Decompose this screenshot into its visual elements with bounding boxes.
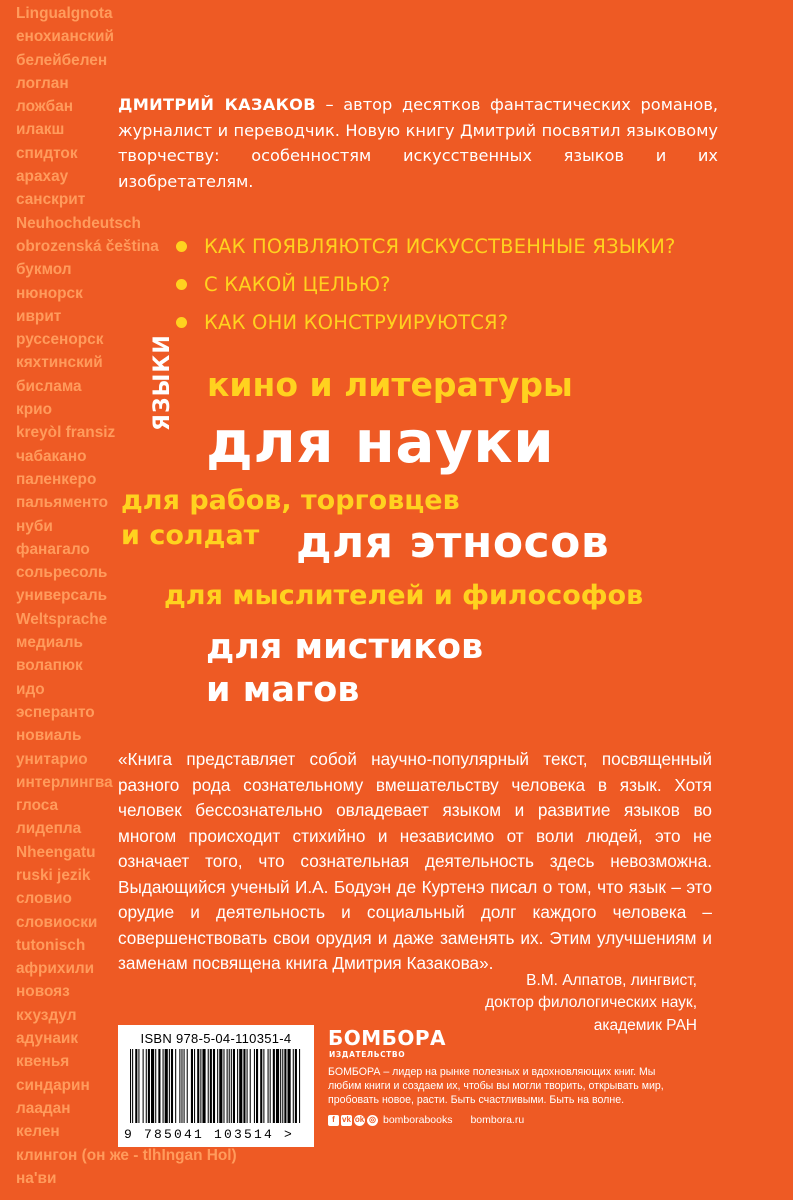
barcode-digits: 9 785041 103514 > (124, 1127, 295, 1142)
language-list-item: словио (16, 890, 72, 908)
barcode-bar (151, 1049, 154, 1123)
barcode-bar (165, 1049, 168, 1123)
headline-slaves-traders: для рабов, торговцев и солдат (121, 485, 460, 551)
language-list-item: глоса (16, 797, 59, 815)
barcode-bar (213, 1049, 215, 1123)
language-list-item: tutonisch (16, 936, 86, 954)
barcode-bar (233, 1049, 235, 1123)
headline-vertical-label: ЯЗЫКИ (150, 334, 175, 431)
barcode-bar (254, 1049, 255, 1123)
language-list-item: бислама (16, 377, 82, 395)
barcode-bar (171, 1049, 173, 1123)
language-list-item: белейбелен (16, 51, 108, 69)
question-list (176, 228, 676, 342)
language-list-item: иврит (16, 307, 62, 325)
language-list-item: клингон (он же - tlhIngan Hol) (16, 1146, 237, 1164)
language-list-item: kreyòl fransiz (16, 424, 116, 442)
question-item: С КАКОЙ ЦЕЛЬЮ? (176, 266, 676, 304)
barcode-bar (268, 1049, 269, 1123)
barcode-bar (138, 1049, 139, 1123)
barcode-bar (299, 1049, 300, 1123)
barcode-bar (237, 1049, 238, 1123)
barcode-bar (155, 1049, 156, 1123)
language-list-item: кхуздул (16, 1006, 77, 1024)
bullet-dot-icon (176, 317, 187, 328)
publisher-logo: БОМБОРА (328, 1026, 447, 1050)
barcode-bar (184, 1049, 185, 1123)
language-list-item: ложбан (16, 98, 74, 116)
facebook-icon[interactable]: f (328, 1115, 339, 1126)
language-list-item: енохианский (16, 28, 114, 46)
barcode-bar (280, 1049, 281, 1123)
language-list-item: унитарио (16, 750, 88, 768)
barcode-bar (179, 1049, 180, 1123)
barcode-bar (282, 1049, 283, 1123)
barcode-bar (270, 1049, 271, 1123)
language-list-item: на'ви (16, 1169, 57, 1187)
barcode-bar (187, 1049, 188, 1123)
barcode-bars (128, 1049, 304, 1125)
language-list-item: фанагало (16, 540, 90, 558)
publisher-subtitle: ИЗДАТЕЛЬСТВО (329, 1050, 406, 1059)
social-links (328, 1113, 524, 1127)
headline-thinkers-philosophers: для мыслителей и философов (164, 580, 644, 611)
language-list-item: синдарин (16, 1076, 90, 1094)
barcode-bar (273, 1049, 275, 1123)
barcode-bar (227, 1049, 228, 1123)
vk-icon[interactable]: vk (342, 1115, 351, 1124)
instagram-icon[interactable]: ◎ (367, 1115, 378, 1126)
language-list-item: эсперанто (16, 703, 95, 721)
language-list-item: чабакано (16, 447, 87, 465)
barcode-bar (210, 1049, 212, 1123)
barcode-bar (163, 1049, 164, 1123)
language-list-item: нуби (16, 517, 53, 535)
language-list-item: кяхтинский (16, 354, 103, 372)
language-list-item: сольресоль (16, 564, 108, 582)
language-list-item: obrozenská čeština (16, 237, 159, 255)
quote-attribution: В.М. Алпатов, лингвист, доктор филологических наук, академик РАН (485, 972, 697, 1034)
barcode-bar (256, 1049, 258, 1123)
language-list-item: пальяменто (16, 494, 109, 512)
barcode-bar (231, 1049, 232, 1123)
language-list-item: Lingualgnota (16, 5, 113, 22)
review-quote: «Книга представляет собой научно-популярный текст, посвященный разного рода сознательному вмешательству человека в язык. Хотя человек бессознательно овладевает языком и развитие языков во многом происходит стихийно и независимо от воли людей, это не означает того, что сознательная деятельность здесь невозможна. Выдающийся ученый И.А. Бодуэн де Куртенэ писал о том, что язык – это орудие и деятельность и социальный долг каждого человека – совершенствовать свои орудия и даже заменять их. Этим улучшениям и заменам посвящена книга Дмитрия Казакова». (118, 749, 712, 973)
author-intro (118, 92, 718, 194)
barcode-bar (229, 1049, 230, 1123)
language-list-item: нюнорск (16, 284, 83, 302)
barcode-bar (223, 1049, 224, 1123)
language-list-item: волапюк (16, 657, 83, 675)
barcode-bar (284, 1049, 286, 1123)
language-list-item: новиаль (16, 727, 82, 745)
language-list-item: санскрит (16, 191, 86, 209)
bullet-dot-icon (176, 241, 187, 252)
language-list-item: ruski jezik (16, 866, 91, 884)
language-list-item: квенья (16, 1053, 70, 1071)
barcode-bar (200, 1049, 201, 1123)
barcode-bar (143, 1049, 144, 1123)
language-list-item: Nheengatu (16, 843, 96, 861)
social-handle[interactable]: bomborabooks (383, 1114, 453, 1126)
barcode-bar (135, 1049, 137, 1123)
language-list-item: арахау (16, 168, 69, 186)
barcode-bar (202, 1049, 205, 1123)
barcode-bar (250, 1049, 251, 1123)
barcode-bar (293, 1049, 294, 1123)
headline-mystics-magi: для мистиков и магов (206, 627, 484, 710)
barcode-bar (243, 1049, 245, 1123)
language-list-item: илакш (16, 121, 65, 139)
barcode-bar (295, 1049, 297, 1123)
barcode-bar (158, 1049, 160, 1123)
publisher-description: БОМБОРА – лидер на рынке полезных и вдохновляющих книг. Мы любим книги и создаем их, чтобы вы могли творить, открывать мир, пробовать новое, расти. Быть счастливыми. Быть на волне. (328, 1066, 664, 1106)
barcode-bar (169, 1049, 170, 1123)
headline-science: для науки (206, 408, 555, 476)
language-list-item: идо (16, 680, 45, 698)
language-list-item: новояз (16, 983, 70, 1001)
barcode-bar (146, 1049, 147, 1123)
isbn-number: ISBN 978-5-04-110351-4 (140, 1031, 292, 1046)
barcode-bar (175, 1049, 176, 1123)
language-list-item: логлан (16, 74, 69, 92)
odnoklassniki-icon[interactable]: ok (354, 1115, 365, 1124)
author-name: ДМИТРИЙ КАЗАКОВ (118, 95, 316, 114)
language-list-item: букмол (16, 261, 72, 279)
question-item: КАК ПОЯВЛЯЮТСЯ ИСКУССТВЕННЫЕ ЯЗЫКИ? (176, 228, 676, 266)
barcode-bar (239, 1049, 242, 1123)
barcode-bar (247, 1049, 248, 1123)
language-list-item: интерлингва (16, 773, 113, 791)
barcode-bar (260, 1049, 262, 1123)
barcode-bar (191, 1049, 193, 1123)
language-list-item: африхили (16, 960, 95, 978)
barcode-bar (130, 1049, 131, 1123)
language-list-item: медиаль (16, 634, 83, 652)
barcode-bar (263, 1049, 264, 1123)
barcode-bar (219, 1049, 222, 1123)
language-list-item: Neuhochdeutsch (16, 214, 141, 232)
language-list-item: словиоски (16, 913, 98, 931)
barcode-bar (276, 1049, 279, 1123)
language-list-item: келен (16, 1123, 60, 1141)
barcode-bar (132, 1049, 133, 1123)
language-list-item: паленкеро (16, 470, 97, 488)
language-list-item: Weltsprache (16, 610, 108, 628)
language-list-item: крио (16, 401, 52, 419)
language-list-item: лидепла (16, 820, 82, 838)
barcode-bar (181, 1049, 182, 1123)
barcode-bar (217, 1049, 218, 1123)
language-list-item: руссенорск (16, 331, 104, 349)
barcode-bar (194, 1049, 195, 1123)
isbn-barcode (118, 1025, 314, 1147)
barcode-bar (148, 1049, 150, 1123)
author-intro-text: – автор десятков фантастических романов, журналист и переводчик. Новую книгу Дмитрий посвятил языковому творчеству: особенностям искусственных языков и их изобретателям. (118, 95, 719, 191)
bullet-dot-icon (176, 279, 187, 290)
language-list-item: лаадан (16, 1099, 71, 1117)
headline-cinema-literature: кино и литературы (207, 365, 573, 404)
barcode-bar (288, 1049, 291, 1123)
question-item: КАК ОНИ КОНСТРУИРУЮТСЯ? (176, 304, 676, 342)
language-list-item: универсаль (16, 587, 108, 605)
language-list-item: спидток (16, 144, 78, 162)
barcode-bar (197, 1049, 199, 1123)
website-link[interactable]: bombora.ru (470, 1114, 525, 1126)
headline-ethnic-groups: для этносов (296, 517, 610, 568)
language-list-item: адунаик (16, 1030, 79, 1048)
barcode-bar (208, 1049, 209, 1123)
